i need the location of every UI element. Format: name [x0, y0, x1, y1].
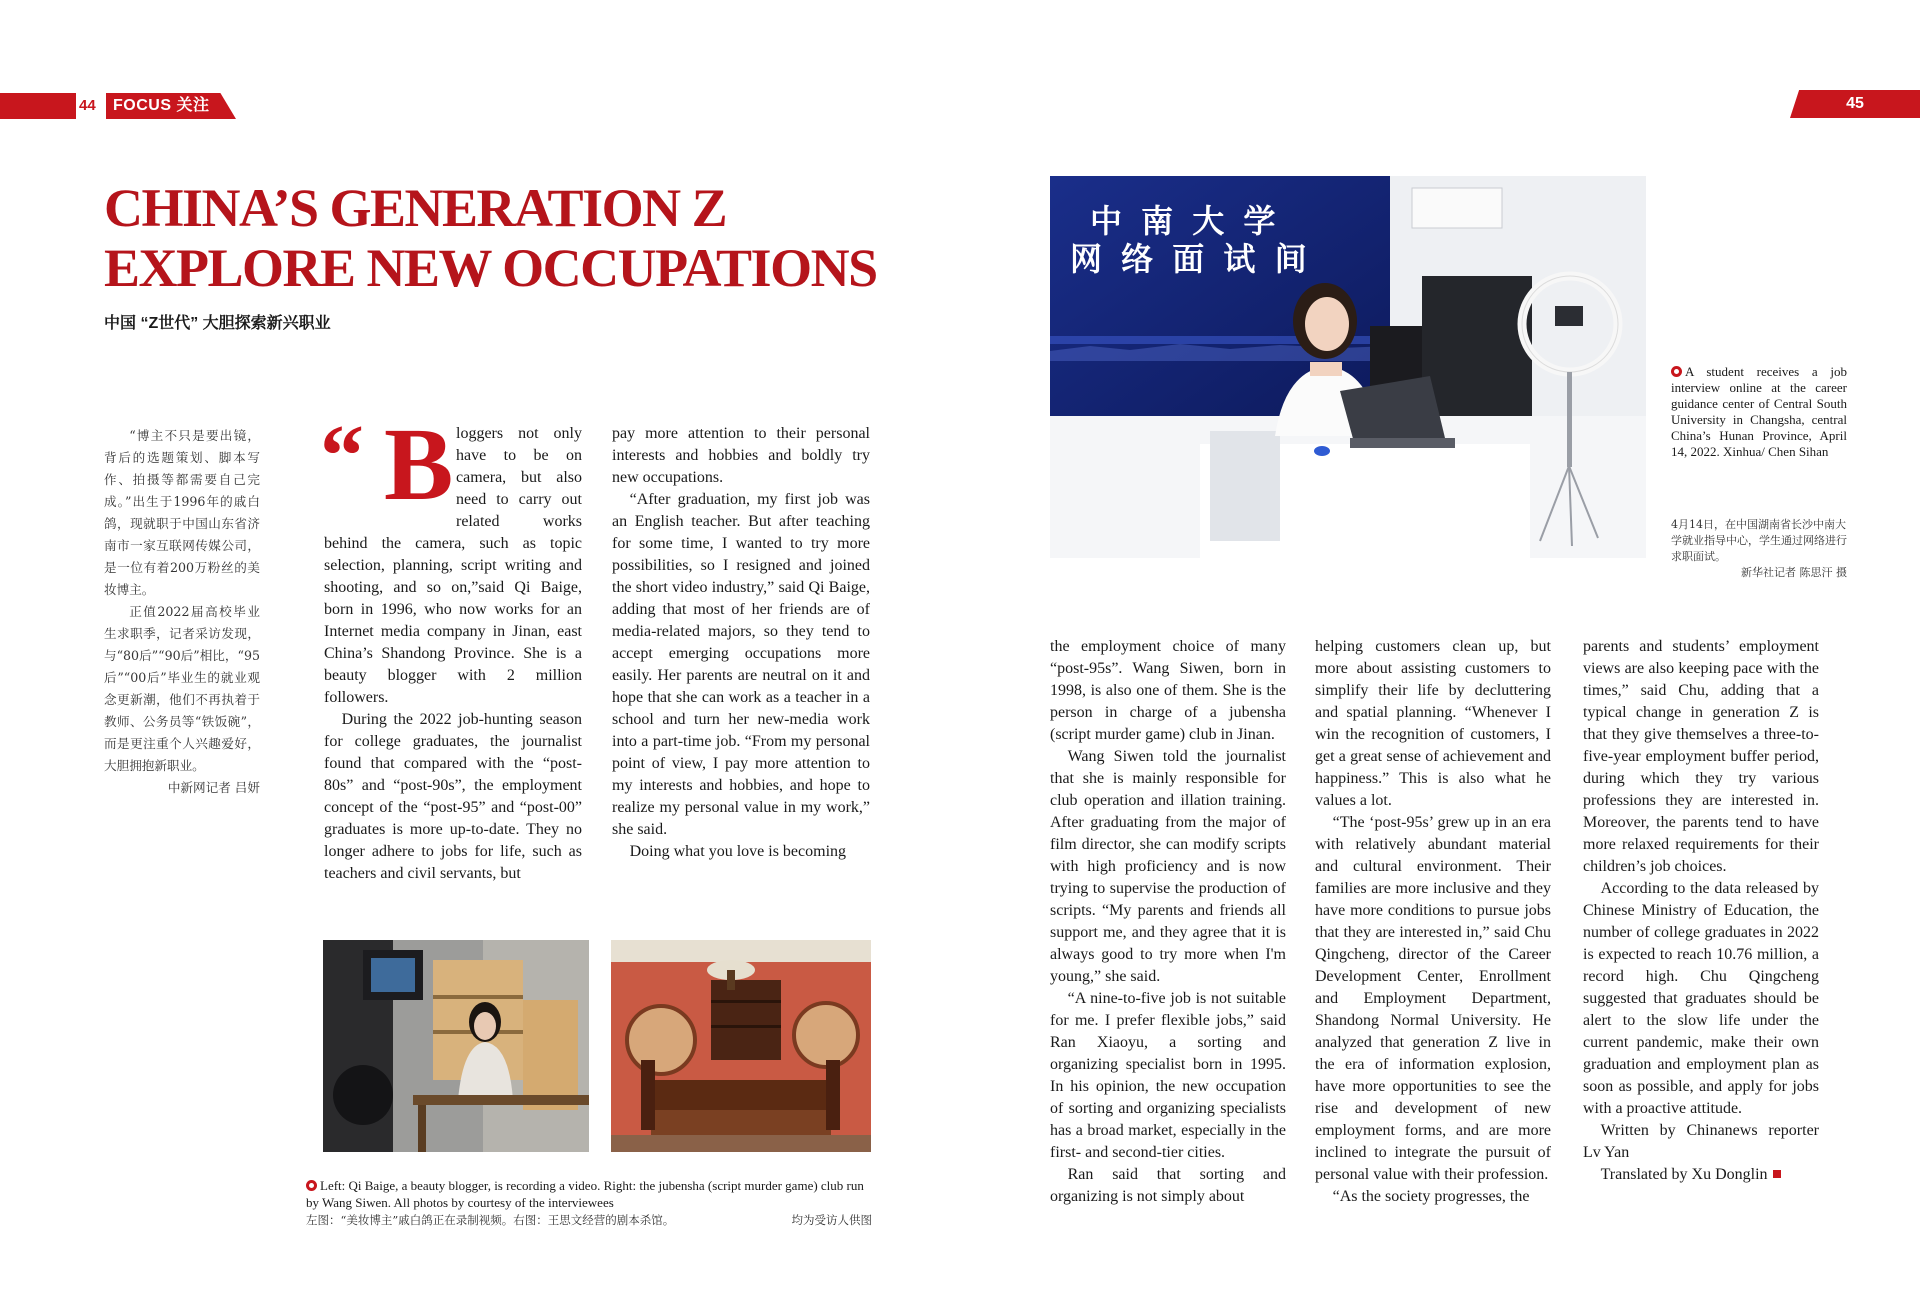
col3-paragraph-4: Ran said that sorting and organizing is not simply about — [1050, 1166, 1286, 1205]
end-mark-icon — [1773, 1170, 1781, 1178]
main-caption-cn-text: 4月14日，在中国湖南省长沙中南大学就业指导中心，学生通过网络进行求职面试。 — [1671, 518, 1847, 563]
col4-paragraph-3: “As the society progresses, the — [1332, 1188, 1530, 1205]
camera-icon — [1671, 366, 1682, 377]
bottom-caption-text: Left: Qi Baige, a beauty blogger, is recording a video. Right: the jubensha (script murder game) club run by Wang Siwen. All photos by courtesy of the interviewees — [306, 1178, 864, 1210]
title-line-1: CHINA’S GENERATION Z — [104, 178, 727, 238]
col2-paragraph-3: Doing what you love is becoming — [629, 843, 847, 860]
col3-paragraph-3: “A nine-to-five job is not suitable for me. I prefer flexible jobs,” said Ran Xiaoyu, a sorting and organizing specialist born in 1995. In his opinion, the new occupation of sorting and organizing specialists has a broad market, especially in the first- and second-tier cities. — [1050, 990, 1286, 1161]
cn-summary-p2: 正值2022届高校毕业生求职季，记者采访发现，与“80后”“90后”相比，“95后”“00后”毕业生的就业观念更新潮，他们不再执着于教师、公务员等“铁饭碗”，而是更注重个人兴趣爱好，大胆拥抱新职业。 — [104, 604, 260, 773]
main-photo-caption-cn — [1671, 517, 1847, 581]
col5-byline-writer: Written by Chinanews reporter Lv Yan — [1583, 1122, 1819, 1161]
col1-paragraph-2: During the 2022 job-hunting season for college graduates, the journalist found that compared with the “post-80s” and “post-90s”, the employment concept of the “post-95” and “post-00” graduates is more up-to-date. They no longer adhere to jobs for life, such as teachers and civil servants, but — [324, 711, 582, 882]
main-caption-cn-credit: 新华社记者 陈思汗 摄 — [1741, 566, 1847, 579]
article-title — [104, 178, 904, 298]
translator-text: Translated by Xu Donglin — [1600, 1166, 1768, 1183]
right-page-number: 45 — [1846, 95, 1864, 112]
col4-paragraph-2: “The ‘post-95s’ grew up in an era with relatively abundant material and cultural environment. Their families are more inclusive and they have more conditions to pursue jobs that they are interested in,” said Chu Qingcheng, director of the Career Development Center, Enrollment and Employment Department, Shandong Normal University. He analyzed that generation Z live in the era of information explosion, have more opportunities to see the rise and development of new employment forms, and are more inclined to integrate the pursuit of personal value with their profession. — [1315, 814, 1551, 1183]
photo-jubensha-club — [611, 940, 871, 1152]
cn-summary-p1: “博主不只是要出镜，背后的选题策划、脚本写作、拍摄等都需要自己完成。”出生于1996年的戚白鸽，现就职于中国山东省济南市一家互联网传媒公司，是一位有着200万粉丝的美妆博主。 — [104, 428, 260, 597]
chinese-summary — [104, 425, 260, 799]
bottom-caption-cn-text: 左图：“美妆博主”戚白鸽正在录制视频。右图：王思文经营的剧本杀馆。 — [306, 1213, 675, 1227]
header-left-bar — [0, 93, 76, 119]
photo-beauty-blogger — [323, 940, 589, 1152]
article-subtitle-cn: 中国 “Z世代” 大胆探索新兴职业 — [104, 315, 331, 332]
col5-paragraph-1: parents and students’ employment views are also keeping pace with the times,” said Chu, adding that a typical change in generation Z is that they give themselves a three-to-five-year employment buffer period, during which they try various professions they are interested in. Moreover, the parents tend to have more relaxed requirements for their children’s job choices. — [1583, 638, 1819, 875]
col4-paragraph-1: helping customers clean up, but more about assisting customers to simplify their life by decluttering and spatial planning. “Whenever I win the recognition of customers, I get a great sense of achievement and happiness.” This is also what he values a lot. — [1315, 638, 1551, 809]
col5-paragraph-2: According to the data released by Chinese Ministry of Education, the number of college graduates in 2022 is expected to reach 10.76 million, a record high. Chu Qingcheng suggested that graduates should be alert to the slow life under the current pandemic, make their own graduation and employment plan as soon as possible, and apply for jobs with a proactive attitude. — [1583, 880, 1819, 1117]
left-page-number: 44 — [79, 97, 96, 114]
photo-beauty-blogger-art — [323, 940, 589, 1152]
drop-cap-letter: B — [384, 407, 454, 522]
main-photo-caption — [1671, 364, 1847, 460]
interview-room-sign — [1070, 202, 1311, 278]
col5-byline-translator — [1583, 1164, 1819, 1186]
col3-paragraph-2: Wang Siwen told the journalist that she is mainly responsible for club operation and illation training. After graduating from the major of film director, she can modify scripts with high proficiency and is now trying to supervise the production of scripts. “My parents and friends all support me, and they agree that it is always good to try more when I'm young,” she said. — [1050, 748, 1286, 985]
photo-jubensha-club-art — [611, 940, 871, 1152]
col3-paragraph-1: the employment choice of many “post-95s”. Wang Siwen, born in 1998, is also one of them. She is the person in charge of a jubensha (script murder game) club in Jinan. — [1050, 638, 1286, 743]
sign-line-2: 网 络 面 试 间 — [1070, 240, 1311, 278]
drop-cap-quote: “ — [320, 408, 364, 505]
article-column-4 — [1315, 636, 1551, 1208]
section-label: FOCUS 关注 — [113, 97, 210, 114]
camera-icon — [306, 1180, 317, 1191]
main-caption-text: A student receives a job interview online at the career guidance center of Central South University in Changsha, central China’s Hunan Province, April 14, 2022. Xinhua/ Chen Sihan — [1671, 364, 1847, 459]
title-line-2: EXPLORE NEW OCCUPATIONS — [104, 238, 877, 298]
article-column-1 — [320, 407, 582, 885]
bottom-caption-cn-credit: 均为受访人供图 — [791, 1213, 872, 1227]
article-column-3 — [1050, 636, 1286, 1208]
col1-paragraph-1: loggers not only have to be on camera, but also need to carry out related works behind the camera, such as topic selection, planning, script writing and shooting, and so on,”said Qi Baige, born in 1996, who now works for an Internet media company in Jinan, east China’s Shandong Province. She is a beauty blogger with 2 million followers. — [324, 425, 582, 706]
col2-paragraph-1: pay more attention to their personal interests and hobbies and boldly try new occupations. — [612, 425, 870, 486]
article-column-2 — [612, 423, 870, 863]
bottom-photos-caption — [306, 1177, 872, 1211]
bottom-photos-caption-cn — [306, 1212, 872, 1228]
sign-line-1: 中 南 大 学 — [1090, 202, 1280, 240]
drop-cap — [320, 407, 454, 522]
article-column-5 — [1583, 636, 1819, 1186]
cn-summary-credit: 中新网记者 吕妍 — [167, 780, 260, 795]
col2-paragraph-2: “After graduation, my first job was an English teacher. But after teaching for some time, I wanted to try more possibilities, so I resigned and joined the short video industry,” said Qi Baige, adding that most of her friends are of media-related majors, so they tend to accept emerging occupations more easily. Her parents are neutral on it and hope that she can work as a teacher in a school and turn her new-media work into a part-time job. “From my personal point of view, I pay more attention to my interests and hobbies, and hope to realize my personal value in my work,” she said. — [612, 491, 870, 838]
photo-online-interview — [1050, 176, 1646, 558]
